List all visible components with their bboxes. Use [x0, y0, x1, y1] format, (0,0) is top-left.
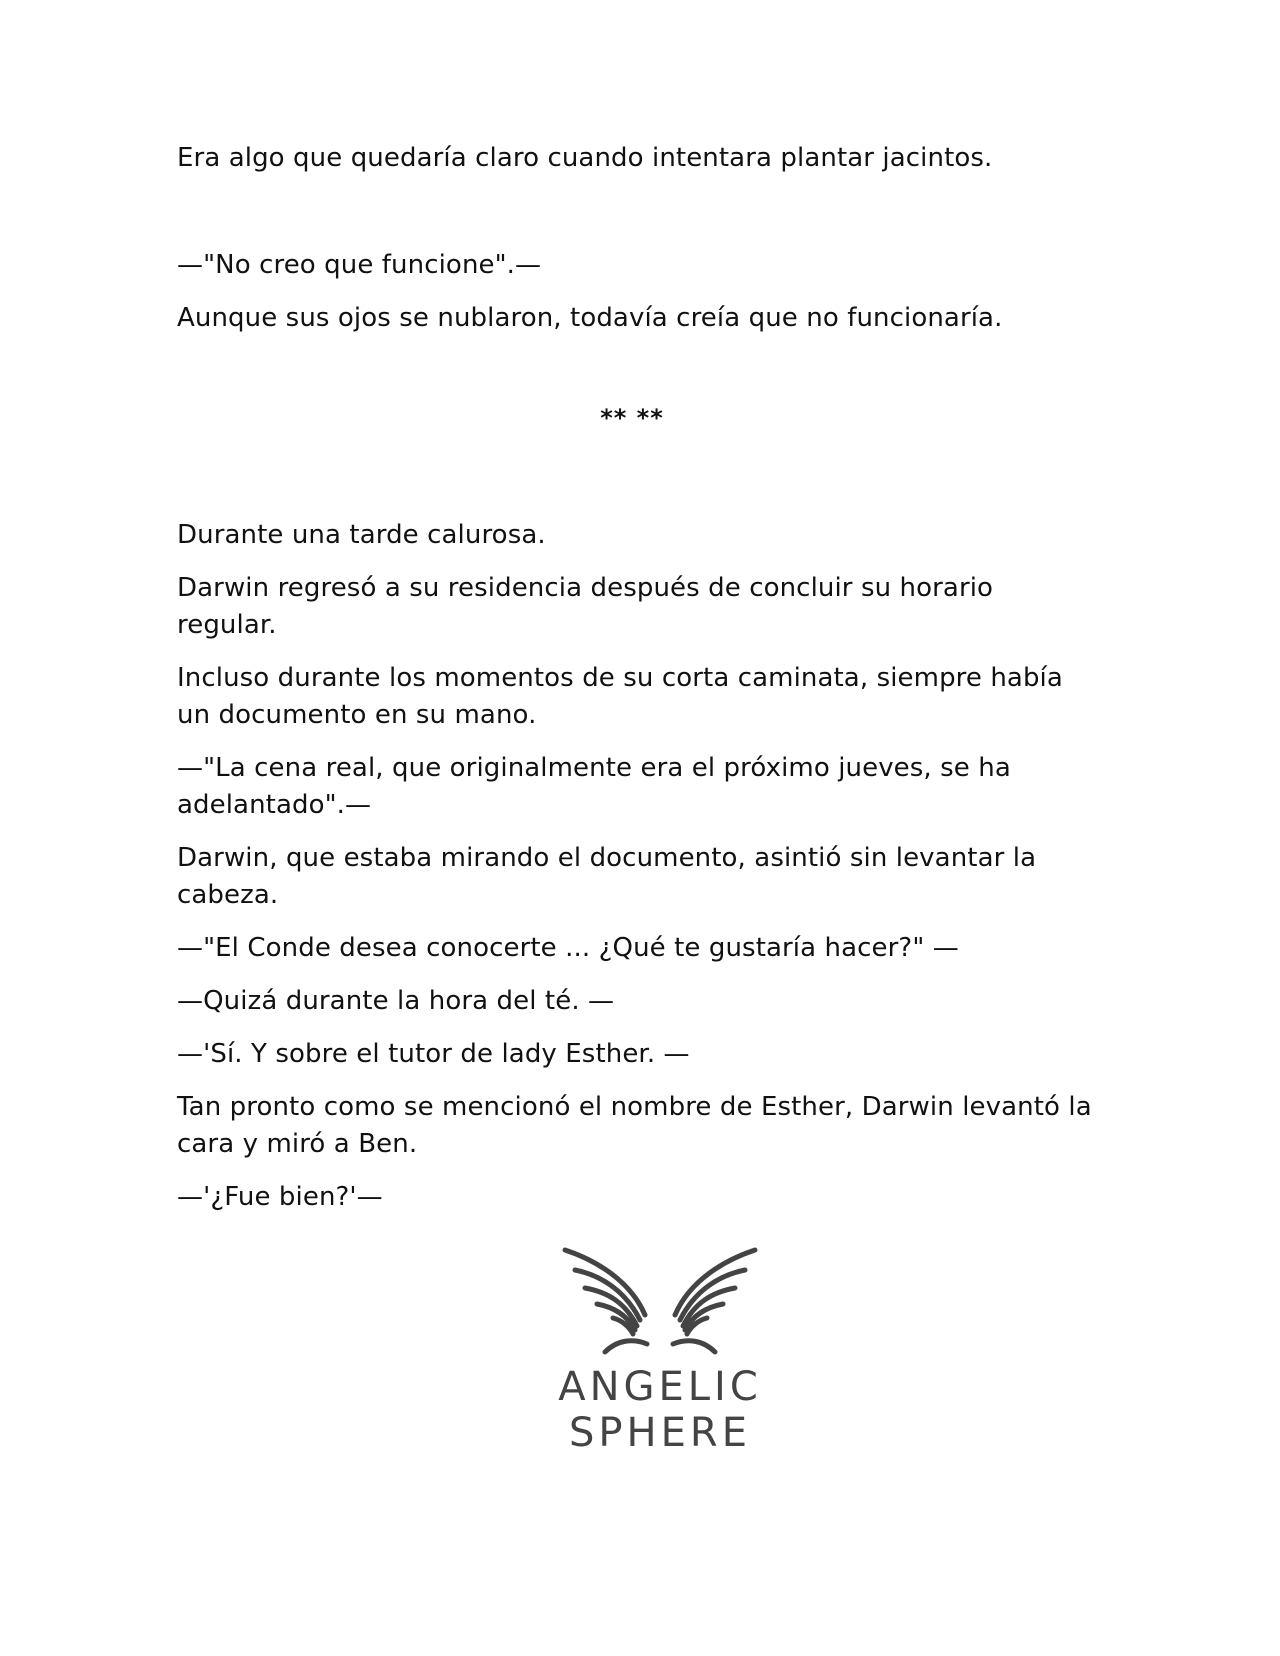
paragraph: Aunque sus ojos se nublaron, todavía creía que no funcionaría. — [177, 303, 1003, 333]
paragraph: —"El Conde desea conocerte ... ¿Qué te gustaría hacer?" — — [177, 933, 959, 963]
paragraph: Tan pronto como se mencionó el nombre de Esther, Darwin levantó la cara y miró a Ben. — [177, 1092, 1092, 1159]
paragraph: —"No creo que funcione".— — [177, 250, 542, 280]
publisher-logo — [490, 1240, 830, 1456]
paragraph: —'¿Fue bien?'— — [177, 1182, 383, 1212]
logo-wordmark: ANGELIC SPHERE — [558, 1364, 762, 1456]
paragraph: Durante una tarde calurosa. — [177, 520, 546, 550]
paragraph: —"La cena real, que originalmente era el próximo jueves, se ha adelantado".— — [177, 753, 1011, 820]
angel-wings-icon — [555, 1240, 765, 1360]
paragraph: —Quizá durante la hora del té. — — [177, 986, 615, 1016]
text-column — [177, 140, 1097, 1232]
paragraph: Era algo que quedaría claro cuando intentara plantar jacintos. — [177, 143, 993, 173]
paragraph: Darwin, que estaba mirando el documento, asintió sin levantar la cabeza. — [177, 843, 1037, 910]
paragraph: —'Sí. Y sobre el tutor de lady Esther. — — [177, 1039, 690, 1069]
paragraph: Incluso durante los momentos de su corta caminata, siempre había un documento en su mano. — [177, 663, 1063, 730]
paragraph: Darwin regresó a su residencia después de concluir su horario regular. — [177, 573, 994, 640]
scene-separator: ** ** — [600, 404, 664, 432]
